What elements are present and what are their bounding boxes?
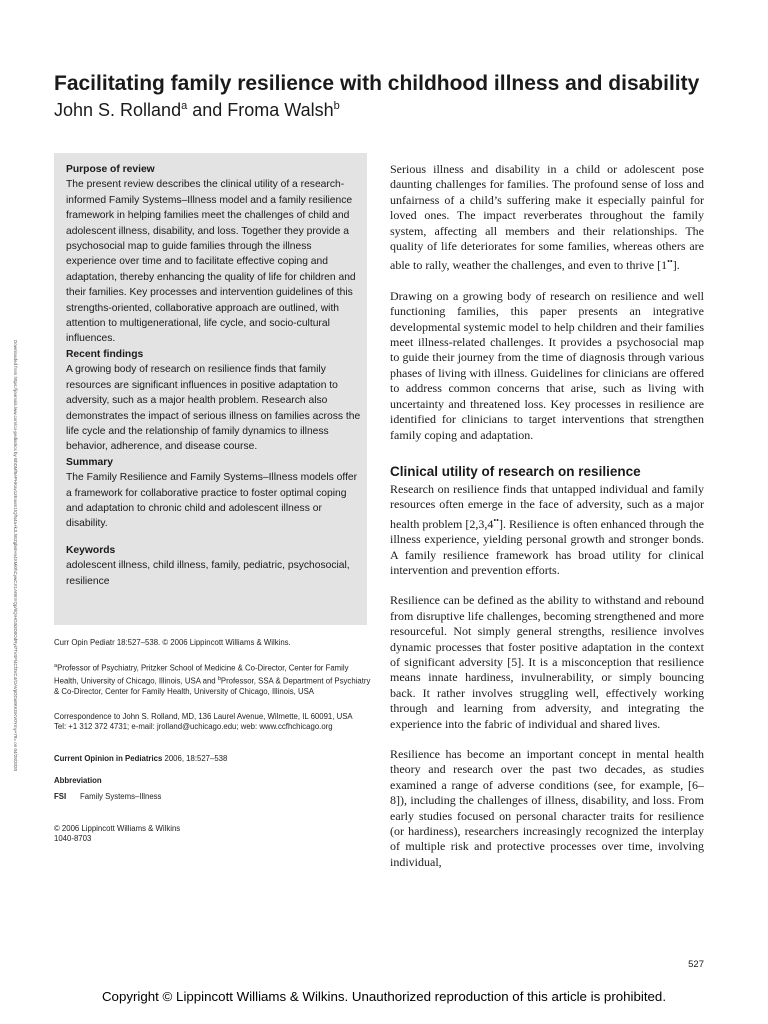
affiliation-mark: a bbox=[54, 663, 58, 669]
reference-mark: •• bbox=[493, 515, 499, 525]
purpose-text: The present review describes the clinical utility of a research-informed Family Systems–Illness model and a family resilience framework in helping families meet the challenges of child and adolescent illness, disability, and loss. Together they provide a psychosocial map to guide families through the illness experience over time and to facilitate effective coping and adaptation, thereby enhancing the quality of life for children and their families. Key processes and intervention guidelines of this strengths-oriented, collaborative approach are outlined, with attention to multigenerational, life cycle, and socio-cultural influences. bbox=[66, 179, 356, 345]
summary-heading: Summary bbox=[66, 456, 113, 468]
affiliation-b-text: Professor, SSA & Department of Psychiatry & Co-Director, Center for Family Health, University of Chicago, Illinois, USA bbox=[54, 676, 371, 696]
correspondence-address: Correspondence to John S. Rolland, MD, 136 Laurel Avenue, Wilmette, IL 60091, USA bbox=[54, 712, 353, 721]
author-name: Froma Walsh bbox=[227, 100, 334, 120]
keywords-heading: Keywords bbox=[66, 544, 116, 556]
summary-text: The Family Resilience and Family Systems–Illness models offer a framework for collaborative practice to foster optimal coping and adaptation to chronic child and adolescent illness or disability. bbox=[66, 472, 358, 530]
copyright-line: © 2006 Lippincott Williams & Wilkins bbox=[54, 824, 181, 833]
abbreviation-heading: Abbreviation bbox=[54, 776, 102, 785]
correspondence-contact: Tel: +1 312 372 4731; e-mail: jrolland@uchicago.edu; web: www.ccfhchicago.org bbox=[54, 722, 333, 732]
body-paragraph: Drawing on a growing body of research on resilience and well functioning families, this paper presents an integrative developmental systemic model to help children and their families meet illness-related challenges. It provides a psychosocial map to guide their journey from the time of diagnosis through various phases of living with illness. Guidelines for clinicians are offered to address common concerns that arise, such as living with uncertainty and threatened loss. Key processes in resilience are identified for clinicians to target interventions that strengthen family coping and adaptation. bbox=[390, 288, 704, 442]
abbreviation-value: Family Systems–Illness bbox=[80, 792, 162, 802]
body-column bbox=[390, 162, 704, 870]
affiliation-mark: b bbox=[217, 676, 221, 682]
section-heading: Clinical utility of research on resilience bbox=[390, 463, 641, 479]
findings-text: A growing body of research on resilience finds that family resources are significant influences in positive adaptation to adversity, such as a major health problem. Research also demonstrates the impact of serious illness on families across the life cycle and the relationship of family dynamics to illness behavior, adherence, and disease course. bbox=[66, 364, 361, 453]
journal-issue: 2006, 18:527–538 bbox=[162, 754, 228, 763]
body-text: Serious illness and disability in a child or adolescent pose daunting challenges for families. The profound sense of loss and unfairness of a child’s suffering make it especially painful for loved ones. The impact reverberates throughout the family system, affecting all members and their relationships. The quality of life deteriorates for some families, whereas others are able to rally, weather the challenges, and even to thrive [1 bbox=[390, 162, 704, 273]
issn-line: 1040-8703 bbox=[54, 834, 92, 844]
affiliation-a-text: Professor of Psychiatry, Pritzker School of Medicine & Co-Director, Center for Family Health, University of Chicago, Illinois, USA and bbox=[54, 663, 349, 686]
page-number: 527 bbox=[688, 959, 704, 970]
keywords-text: adolescent illness, child illness, family, pediatric, psychosocial, resilience bbox=[66, 560, 350, 587]
article-title: Facilitating family resilience with childhood illness and disability bbox=[54, 72, 700, 95]
download-watermark bbox=[4, 290, 28, 820]
download-watermark-text: Downloaded from https://journals.lww.com/co-pediatrics by BhDMf5ePHKav1zEoum1tQfN4a+kJLhEZgbsIHo4XMi0hCywCX1AWnYQp/IlQrHD3i3D0OdRyi7TvSFl4Cf3VC4/OAVpDDa8KKGKV0Ymy+78= on 04/28/2020 bbox=[13, 339, 19, 771]
affiliation-mark: b bbox=[333, 100, 340, 112]
copyright-notice: Copyright © Lippincott Williams & Wilkins. Unauthorized reproduction of this article is prohibited. bbox=[101, 989, 667, 1004]
affiliations bbox=[54, 661, 374, 697]
copyright-block bbox=[54, 824, 374, 845]
body-text: ]. Resilience is often enhanced through the illness experience, yielding personal growth and stronger bonds. A family resilience framework has broad utility for clinical intervention and prevention efforts. bbox=[390, 516, 704, 577]
reference-mark: •• bbox=[667, 257, 673, 267]
findings-heading: Recent findings bbox=[66, 348, 144, 360]
author-name: John S. Rolland bbox=[54, 100, 182, 120]
body-paragraph bbox=[390, 162, 704, 274]
abbreviation-block bbox=[54, 776, 374, 803]
body-text: ]. bbox=[672, 258, 680, 273]
affiliation-mark: a bbox=[181, 100, 188, 112]
purpose-heading: Purpose of review bbox=[66, 164, 155, 175]
author-line bbox=[54, 95, 734, 121]
abbreviation-key: FSI bbox=[54, 792, 67, 802]
body-paragraph: Resilience has become an important concept in mental health theory and research over the past two decades, as studies examined a range of adverse conditions (see, for example, [6–8]), including the challenges of illness, disability, and loss. From early studies focused on personal character traits for resilience (or hardiness), researchers increasingly recognized the interplay of multiple risk and protective processes over time, involving individual, bbox=[390, 747, 704, 869]
abstract-box bbox=[54, 153, 367, 625]
citation-line: Curr Opin Pediatr 18:527–538. © 2006 Lippincott Williams & Wilkins. bbox=[54, 638, 291, 647]
journal-name: Current Opinion in Pediatrics bbox=[54, 754, 163, 763]
journal-reference bbox=[54, 754, 374, 764]
author-separator: and bbox=[187, 100, 228, 120]
body-text: Research on resilience finds that untapped individual and family resources often emerge in the face of adversity, such as a major health problem [2,3,4 bbox=[390, 481, 704, 531]
correspondence bbox=[54, 712, 374, 733]
body-paragraph bbox=[390, 482, 704, 578]
body-paragraph: Resilience can be defined as the ability to withstand and rebound from disruptive life challenges, becoming strengthened and more resourceful. Not simply general strengths, resilience involves dynamic processes that foster positive adaptation in the context of significant adversity [5]. It is a misconception that resilience means innate hardiness, invulnerability, or simply bouncing back. It rather involves struggling well, effectively working through and learning from adversity, and integrating the experience into the fabric of individual and shared lives. bbox=[390, 593, 704, 731]
